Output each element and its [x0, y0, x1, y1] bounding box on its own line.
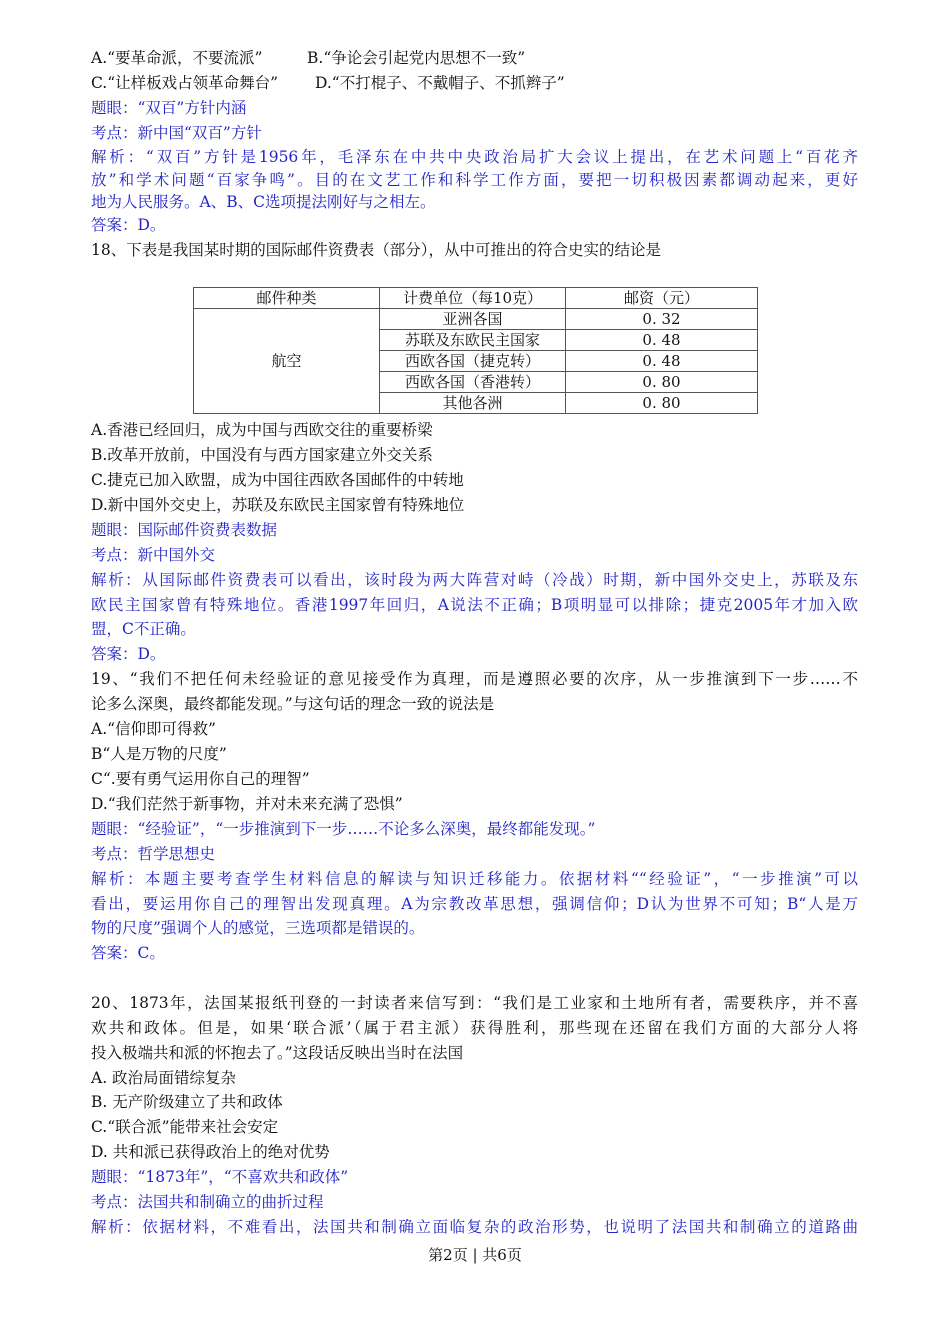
- answer-line: [91, 191, 858, 213]
- line-text: C.捷克已加入欧盟，成为中国往西欧各国邮件的中转地: [91, 471, 464, 489]
- line-text: D. 共和派已获得政治上的绝对优势: [91, 1143, 330, 1161]
- answer-line: [91, 818, 858, 840]
- line-text: 地为人民服务。A、B、C选项提法刚好与之相左。: [91, 193, 436, 211]
- header-price: 邮资（元）: [566, 288, 758, 309]
- mail-type-cell: 航空: [194, 309, 380, 414]
- line-text: B.改革开放前，中国没有与西方国家建立外交关系: [91, 446, 433, 464]
- answer-line: [91, 594, 858, 616]
- question-line: [91, 768, 858, 790]
- price-cell: 0. 80: [566, 393, 758, 414]
- line-text: A. 政治局面错综复杂: [91, 1069, 237, 1087]
- answer-line: [91, 569, 858, 591]
- line-text: C“.要有勇气运用你自己的理智”: [91, 770, 310, 788]
- answer-line: [91, 97, 858, 119]
- line-text: A.“要革命派，不要流派”: [91, 49, 263, 67]
- line-text: 解析：依据材料，不难看出，法国共和制确立面临复杂的政治形势，也说明了法国共和制确立的道路曲: [91, 1218, 858, 1236]
- question-line: [91, 494, 858, 516]
- option-text: D.“不打棍子、不戴帽子、不抓辫子”: [315, 74, 565, 92]
- question-line: [91, 743, 858, 765]
- question-line: [91, 1141, 858, 1163]
- line-text: 答案：D。: [91, 216, 166, 234]
- unit-cell: 西欧各国（捷克转）: [380, 351, 566, 372]
- price-cell: 0. 80: [566, 372, 758, 393]
- answer-line: [91, 544, 858, 566]
- answer-line: [91, 214, 858, 236]
- question-line: [91, 793, 858, 815]
- table-row: [194, 309, 758, 330]
- unit-cell: 苏联及东欧民主国家: [380, 330, 566, 351]
- line-text: 考点：哲学思想史: [91, 845, 216, 863]
- answer-line: [91, 893, 858, 915]
- question-line: [91, 1017, 858, 1039]
- answer-line: [91, 843, 858, 865]
- answer-line: [91, 1166, 858, 1188]
- line-text: C.“让样板戏占领革命舞台”: [91, 74, 279, 92]
- header-unit: 计费单位（每10克）: [380, 288, 566, 309]
- question-line: [91, 469, 858, 491]
- table-header-row: [194, 288, 758, 309]
- answer-line: [91, 122, 858, 144]
- answer-line: [91, 146, 858, 168]
- line-text: 看出，要运用你自己的理智出发现真理。A为宗教改革思想，强调信仰；D认为世界不可知；B“人是万: [91, 895, 858, 913]
- question-line: [91, 1042, 858, 1064]
- answer-line: [91, 519, 858, 541]
- line-text: 题眼：“经验证”，“一步推演到下一步……不论多么深奥，最终都能发现。”: [91, 820, 596, 838]
- answer-line: [91, 169, 858, 191]
- question-line: [91, 1067, 858, 1089]
- answer-line: [91, 643, 858, 665]
- line-text: 欧民主国家曾有特殊地位。香港1997年回归，A说法不正确；B项明显可以排除；捷克2005年才加入欧: [91, 596, 858, 614]
- line-text: D.“我们茫然于新事物，并对未来充满了恐惧”: [91, 795, 403, 813]
- line-text: 考点：新中国“双百”方针: [91, 124, 262, 142]
- question-line: [91, 992, 858, 1014]
- question-line: [91, 72, 858, 94]
- question-line: [91, 668, 858, 690]
- line-text: 18、下表是我国某时期的国际邮件资费表（部分），从中可推出的符合史实的结论是: [91, 241, 661, 259]
- question-line: [91, 693, 858, 715]
- line-text: 20、1873年，法国某报纸刊登的一封读者来信写到：“我们是工业家和土地所有者，需要秩序，并不喜: [91, 994, 858, 1012]
- price-cell: 0. 32: [566, 309, 758, 330]
- option-text: B.“争论会引起党内思想不一致”: [307, 49, 526, 67]
- answer-line: [91, 1216, 858, 1238]
- question-line: [91, 239, 858, 261]
- line-text: 盟，C不正确。: [91, 620, 196, 638]
- line-text: 解析：从国际邮件资费表可以看出，该时段为两大阵营对峙（冷战）时期，新中国外交史上，苏联及东: [91, 571, 858, 589]
- line-text: 放”和学术问题“百家争鸣”。目的在文艺工作和科学工作方面，要把一切积极因素都调动起来，更好: [91, 171, 858, 189]
- line-text: 考点：法国共和制确立的曲折过程: [91, 1193, 324, 1211]
- line-text: 解析：“双百”方针是1956年，毛泽东在中共中央政治局扩大会议上提出，在艺术问题上“百花齐: [91, 148, 858, 166]
- unit-cell: 西欧各国（香港转）: [380, 372, 566, 393]
- line-text: B. 无产阶级建立了共和政体: [91, 1093, 283, 1111]
- answer-line: [91, 1191, 858, 1213]
- unit-cell: 其他各洲: [380, 393, 566, 414]
- line-text: 答案：C。: [91, 944, 165, 962]
- line-text: 欢共和政体。但是，如果‘联合派’（属于君主派）获得胜利，那些现在还留在我们方面的大部分人将: [91, 1019, 858, 1037]
- page-footer: 第2页 | 共6页: [428, 1246, 522, 1264]
- line-text: 题眼：“1873年”，“不喜欢共和政体”: [91, 1168, 349, 1186]
- answer-line: [91, 917, 858, 939]
- line-text: A.香港已经回归，成为中国与西欧交往的重要桥梁: [91, 421, 433, 439]
- line-text: 答案：D。: [91, 645, 166, 663]
- line-text: 投入极端共和派的怀抱去了。”这段话反映出当时在法国: [91, 1044, 464, 1062]
- line-text: D.新中国外交史上，苏联及东欧民主国家曾有特殊地位: [91, 496, 465, 514]
- line-text: C.“联合派”能带来社会安定: [91, 1118, 279, 1136]
- price-cell: 0. 48: [566, 351, 758, 372]
- line-text: 19、“我们不把任何未经验证的意见接受作为真理，而是遵照必要的次序，从一步推演到下一步……不: [91, 670, 858, 688]
- question-line: [91, 47, 858, 69]
- line-text: 题眼：国际邮件资费表数据: [91, 521, 278, 539]
- answer-line: [91, 942, 858, 964]
- line-text: 题眼：“双百”方针内涵: [91, 99, 247, 117]
- line-text: 考点：新中国外交: [91, 546, 216, 564]
- answer-line: [91, 618, 858, 640]
- line-text: 论多么深奥，最终都能发现。”与这句话的理念一致的说法是: [91, 695, 495, 713]
- unit-cell: 亚洲各国: [380, 309, 566, 330]
- line-text: A.“信仰即可得救”: [91, 720, 216, 738]
- line-text: 解析：本题主要考查学生材料信息的解读与知识迁移能力。依据材料““经验证”，“一步推演”可以: [91, 870, 858, 888]
- price-cell: 0. 48: [566, 330, 758, 351]
- question-line: [91, 1116, 858, 1138]
- line-text: 物的尺度”强调个人的感觉，三选项都是错误的。: [91, 919, 425, 937]
- answer-line: [91, 868, 858, 890]
- question-line: [91, 444, 858, 466]
- header-mail-type: 邮件种类: [194, 288, 380, 309]
- question-line: [91, 718, 858, 740]
- line-text: B“人是万物的尺度”: [91, 745, 227, 763]
- question-line: [91, 1091, 858, 1113]
- postage-rate-table: [193, 287, 758, 414]
- question-line: [91, 419, 858, 441]
